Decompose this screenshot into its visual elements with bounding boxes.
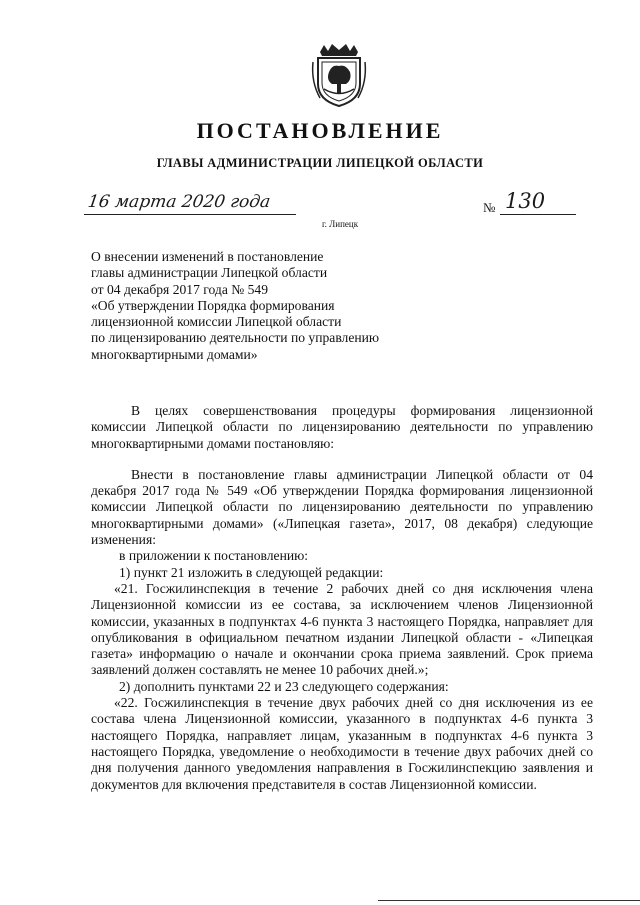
handwritten-date: 16 марта 2020 года — [86, 192, 272, 212]
preamble-paragraph: В целях совершенствования процедуры формирования лицензионной комиссии Липецкой области по лицензированию деятельности по управлению многоквартирными домами постановляю: — [91, 403, 593, 451]
heading-line: лицензионной комиссии Липецкой области — [91, 314, 342, 330]
page-bottom-rule — [378, 900, 640, 901]
city-label: г. Липецк — [322, 219, 359, 229]
heading-line: от 04 декабря 2017 года № 549 — [91, 281, 269, 297]
number-label: № — [483, 200, 496, 215]
handwritten-number: 130 — [505, 189, 546, 213]
item-1-line: 1) пункт 21 изложить в следующей редакции: — [119, 564, 384, 580]
heading-line: О внесении изменений в постановление — [91, 249, 324, 264]
appendix-line: в приложении к постановлению: — [119, 548, 309, 564]
amendment-paragraph: Внести в постановление главы администрации Липецкой области от 04 декабря 2017 года № 549 «Об утверждении Порядка формирования лицензионной комиссии Липецкой области по лицензированию деятельности по управлению многоквартирными домами» («Липецкая газета», 2017, 08 декабря) следующие изменения: — [91, 466, 593, 548]
resolution-heading — [91, 249, 451, 363]
number-underline — [500, 214, 576, 215]
date-underline — [84, 214, 296, 215]
heading-line: по лицензированию деятельности по управлению — [91, 330, 380, 346]
coat-of-arms-icon — [310, 42, 368, 108]
heading-line: «Об утверждении Порядка формирования — [91, 297, 335, 313]
clause-21-paragraph: «21. Госжилинспекция в течение 2 рабочих дней со дня исключения члена Лицензионной комиссии из ее состава, за исключением членов Лицензионной комиссии, указанных в подпунктах 4-6 пункта 3 настоящего Порядка, направляет для опубликования в официальном печатном издании Липецкой области - «Липецкая газета» информацию о начале и окончании срока приема заявлений. Срок приема заявлений должен составлять не менее 10 рабочих дней.»; — [91, 580, 593, 678]
document-body — [91, 403, 593, 793]
heading-line: многоквартирными домами» — [91, 346, 258, 362]
clause-22-paragraph: «22. Госжилинспекция в течение двух рабочих дней со дня исключения из ее состава члена Лицензионной комиссии, указанного в подпунктах 4-6 пункта 3 настоящего Порядка, направляет лицам, указанным в подпунктах 4-6 пункта 3 настоящего Порядка, уведомление о необходимости в течение двух рабочих дней со дня получения данного уведомления направления в Госжилинспекцию заявления и документов для включения представителя в состав Лицензионной комиссии. — [91, 695, 593, 792]
item-2-line: 2) дополнить пунктами 22 и 23 следующего содержания: — [119, 678, 449, 694]
heading-line: главы администрации Липецкой области — [91, 265, 328, 281]
document-title: ПОСТАНОВЛЕНИЕ — [196, 118, 444, 143]
document-subtitle: ГЛАВЫ АДМИНИСТРАЦИИ ЛИПЕЦКОЙ ОБЛАСТИ — [156, 156, 484, 170]
